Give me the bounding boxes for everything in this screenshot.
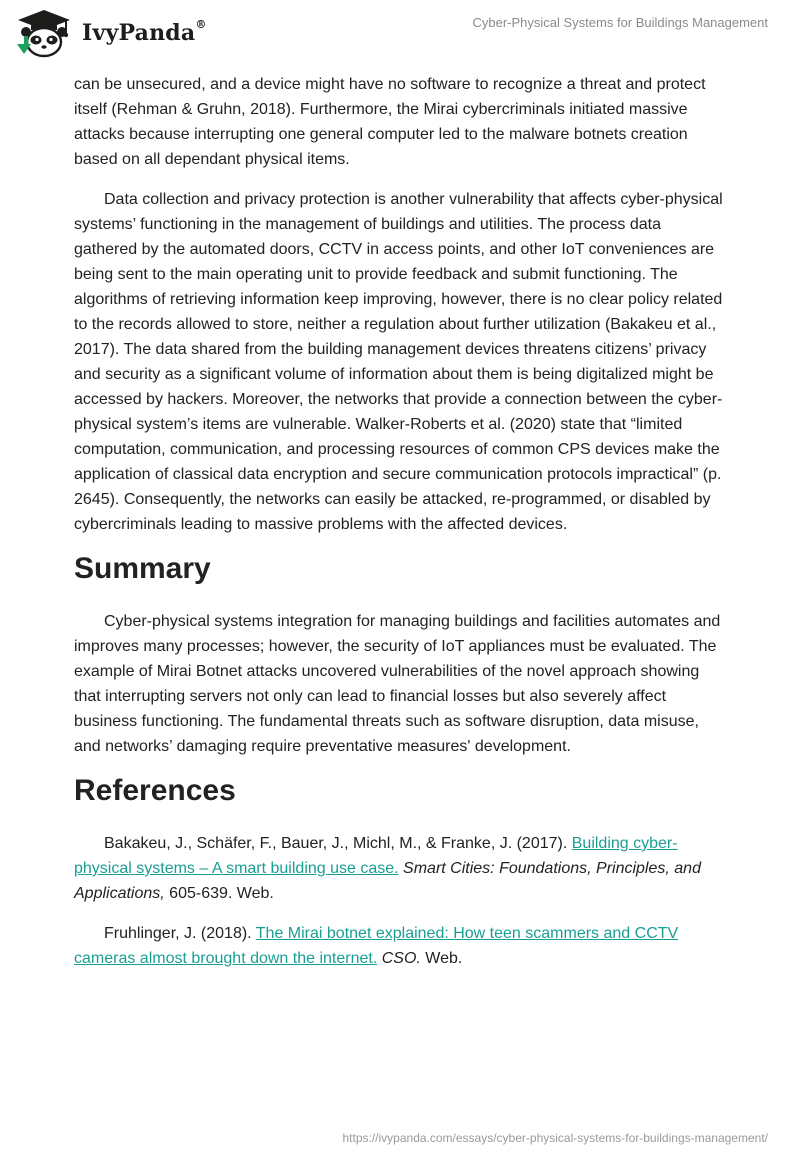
reference-item: Fruhlinger, J. (2018). The Mirai botnet explained: How teen scammers and CCTV cameras almost brought down the internet. CSO. Web. [74, 925, 679, 967]
footer-url[interactable]: https://ivypanda.com/essays/cyber-physical-systems-for-buildings-management/ [342, 1131, 768, 1145]
summary-paragraph: Cyber-physical systems integration for managing buildings and facilities automates and improves many processes; however, the security of IoT appliances must be evaluated. The example of Mirai Botnet attacks uncovered vulnerabilities of the novel approach showing that interrupting servers not only can lead to financial losses but also severely affect business functioning. The fundamental threats such as software disruption, data misuse, and networks’ damaging require preventative measures' development. [74, 613, 721, 755]
essay-content [74, 72, 726, 986]
panda-graduate-icon [14, 8, 74, 60]
page-header [0, 0, 800, 70]
brand-name: IvyPanda® [82, 18, 207, 46]
ivypanda-logo[interactable] [14, 6, 224, 62]
reference-item: Bakakeu, J., Schäfer, F., Bauer, J., Michl, M., & Franke, J. (2017). Building cyber-physical systems – A smart building use case. Smart Cities: Foundations, Principles, and Applications, 605-639. Web. [74, 835, 701, 902]
document-title: Cyber-Physical Systems for Buildings Management [472, 15, 768, 30]
reference-link[interactable]: The Mirai botnet explained: How teen scammers and CCTV cameras almost brought down the internet. [74, 925, 679, 967]
paragraph-continuation: can be unsecured, and a device might have no software to recognize a threat and protect itself (Rehman & Gruhn, 2018). Furthermore, the Mirai cybercriminals initiated massive attacks because interrupting one general computer led to the malware botnets creation based on all dependant physical items. [74, 76, 706, 168]
paragraph-privacy: Data collection and privacy protection is another vulnerability that affects cyber-physical systems’ functioning in the management of buildings and utilities. The process data gathered by the automated doors, CCTV in access points, and other IoT conveniences are being sent to the main operating unit to provide feedback and submit functioning. The algorithms of retrieving information keep improving, however, there is no clear policy related to the records allowed to store, neither a regulation about further utilization (Bakakeu et al., 2017). The data shared from the building management devices threatens citizens’ privacy and security as a significant volume of information about them is being digitalized might be accessed by hackers. Moreover, the networks that provide a connection between the cyber-physical system’s items are vulnerable. Walker-Roberts et al. (2020) state that “limited computation, communication, and processing resources of common CPS devices make the application of classical data encryption and secure communication protocols impractical” (p. 2645). Consequently, the networks can easily be attacked, re-programmed, or disabled by cybercriminals leading to massive problems with the affected devices. [74, 191, 723, 533]
references-heading: References [74, 774, 236, 807]
summary-heading: Summary [74, 552, 211, 585]
reference-link[interactable]: Building cyber-physical systems – A smart building use case. [74, 835, 678, 877]
